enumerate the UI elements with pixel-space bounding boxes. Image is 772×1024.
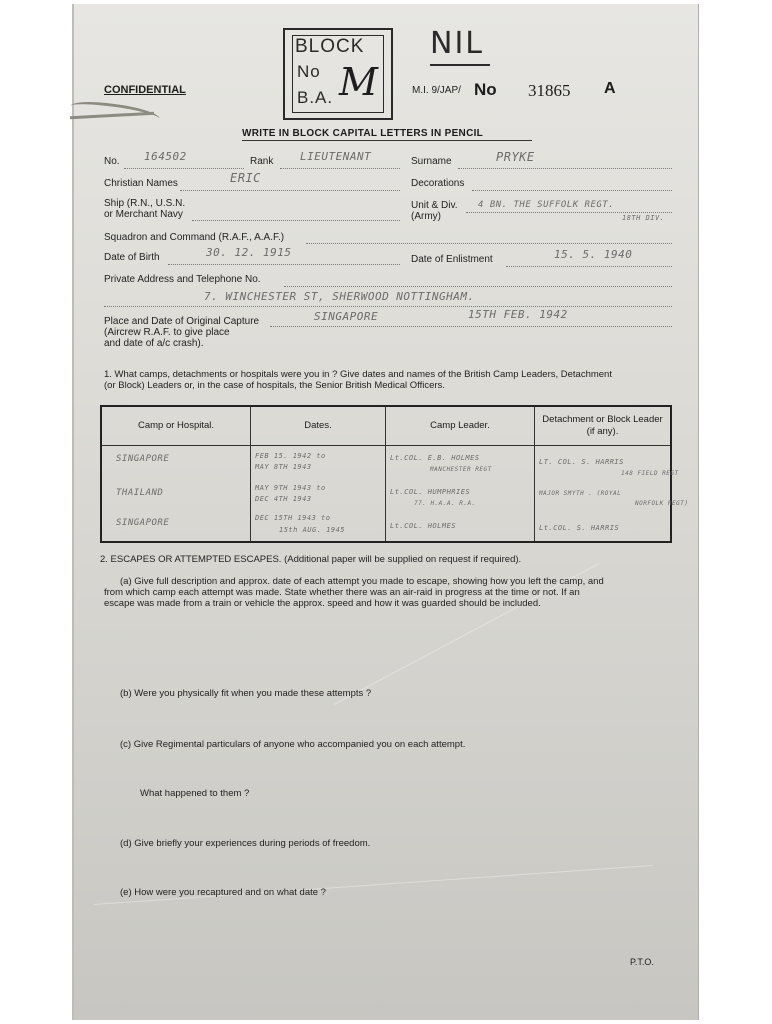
row-1-camp: SINGAPORE <box>116 454 170 464</box>
row-3-dates-from: DEC 15TH 1943 to <box>255 514 331 522</box>
table-header-camp-leader: Camp Leader. <box>386 406 535 446</box>
row-3-camp-leader: Lt.COL. HOLMES <box>390 522 457 530</box>
please-turn-over: P.T.O. <box>630 957 654 967</box>
unit-label-line-2: (Army) <box>411 211 441 222</box>
stamp-line-3: B.A. <box>297 88 334 107</box>
question-2a-line-2: from which camp each attempt was made. State whether there was an air-raid in progress at the time or not. If an <box>104 587 580 598</box>
christian-names-line <box>180 190 400 191</box>
document-number: 31865 <box>528 81 571 100</box>
question-2-title: 2. ESCAPES OR ATTEMPTED ESCAPES. (Additional paper will be supplied on request if required). <box>100 554 522 565</box>
ship-label-line-2: or Merchant Navy <box>104 209 183 220</box>
nil-underline <box>430 64 490 66</box>
table-header-camp: Camp or Hospital. <box>101 406 251 446</box>
no-field-value: 164502 <box>144 150 187 163</box>
question-1-line-1: 1. What camps, detachments or hospitals were you in ? Give dates and names of the British Camp Leaders, Detachment <box>104 369 612 380</box>
row-3-dates-to: 15th AUG. 1945 <box>279 526 346 534</box>
date-of-birth-line <box>168 264 400 265</box>
row-1-camp-leader-unit: MANCHESTER REGT <box>430 466 492 473</box>
no-field-line <box>124 168 244 169</box>
instruction-heading: WRITE IN BLOCK CAPITAL LETTERS IN PENCIL <box>242 128 484 139</box>
capture-label-line-1: Place and Date of Original Capture <box>104 316 260 327</box>
mi-reference: M.I. 9/JAP/ <box>412 85 461 96</box>
question-2c-follow-up: What happened to them ? <box>140 788 250 799</box>
unit-label-line-1: Unit & Div. <box>411 200 458 211</box>
capture-label-line-3: and date of a/c crash). <box>104 338 204 349</box>
block-stamp <box>283 28 393 120</box>
squadron-line <box>306 243 672 244</box>
surname-field-value: PRYKE <box>496 150 535 164</box>
question-2b: (b) Were you physically fit when you made these attempts ? <box>120 688 372 699</box>
question-2e: (e) How were you recaptured and on what date ? <box>120 887 326 898</box>
row-1-detachment-leader-unit: 148 FIELD REGT <box>621 470 679 477</box>
surname-field-label: Surname <box>411 156 452 167</box>
capture-place-value: SINGAPORE <box>314 310 379 323</box>
date-of-enlistment-value: 15. 5. 1940 <box>554 248 633 261</box>
date-of-birth-label: Date of Birth <box>104 252 160 263</box>
row-2-camp: THAILAND <box>116 488 164 498</box>
row-1-camp-leader: Lt.COL. E.B. HOLMES <box>390 454 480 462</box>
table-cell-camp-leaders <box>386 446 535 543</box>
ship-label-line-1: Ship (R.N., U.S.N. <box>104 198 186 209</box>
christian-names-label: Christian Names <box>104 178 178 189</box>
row-2-detachment-leader-unit: NORFOLK REGT) <box>635 500 689 507</box>
decorations-label: Decorations <box>411 178 465 189</box>
capture-date-value: 15TH FEB. 1942 <box>468 308 568 321</box>
question-2d: (d) Give briefly your experiences during periods of freedom. <box>120 838 371 849</box>
row-2-detachment-leader: MAJOR SMYTH . (ROYAL <box>539 490 622 497</box>
rank-field-label: Rank <box>250 156 274 167</box>
decorations-line <box>472 190 672 191</box>
row-2-dates-to: DEC 4TH 1943 <box>255 495 312 503</box>
table-cell-camps <box>101 446 251 543</box>
unit-field-line <box>466 212 672 213</box>
row-2-camp-leader: Lt.COL. HUMPHRIES <box>390 488 471 496</box>
unit-field-value-division: 18TH DIV. <box>622 214 665 222</box>
address-label: Private Address and Telephone No. <box>104 274 261 285</box>
date-of-enlistment-label: Date of Enlistment <box>411 254 493 265</box>
question-2a-line-1: (a) Give full description and approx. date of each attempt you made to escape, showing how you left the camp, and <box>120 576 604 587</box>
nil-annotation: NIL <box>430 26 485 61</box>
table-cell-detachment-leaders <box>535 446 689 543</box>
rank-field-line <box>280 168 400 169</box>
row-1-detachment-leader: LT. COL. S. HARRIS <box>539 458 624 466</box>
question-2a-line-3: escape was made from a train or vehicle the approx. speed and how it was guarded should be included. <box>104 598 541 609</box>
squadron-label: Squadron and Command (R.A.F., A.A.F.) <box>104 232 285 243</box>
table-body-row <box>101 446 671 543</box>
instruction-underline <box>242 140 532 141</box>
address-line-2 <box>104 306 672 307</box>
question-2c: (c) Give Regimental particulars of anyone who accompanied you on each attempt. <box>120 739 466 750</box>
number-label: No <box>474 80 497 99</box>
row-2-dates-from: MAY 9TH 1943 to <box>255 484 326 492</box>
date-of-enlistment-line <box>506 266 672 267</box>
table-header-dates: Dates. <box>251 406 386 446</box>
no-field-label: No. <box>104 156 120 167</box>
ship-field-line <box>192 220 400 221</box>
christian-names-value: ERIC <box>230 171 261 185</box>
address-value: 7. WINCHESTER ST, SHERWOOD NOTTINGHAM. <box>204 290 475 303</box>
row-3-camp: SINGAPORE <box>116 518 170 528</box>
date-of-birth-value: 30. 12. 1915 <box>206 246 292 259</box>
paper-crease <box>94 865 653 905</box>
rank-field-value: LIEUTENANT <box>300 150 372 163</box>
table-header-row <box>101 406 671 446</box>
table-cell-dates <box>251 446 386 543</box>
document-suffix: A <box>604 80 616 97</box>
table-header-detachment-leader: Detachment or Block Leader (if any). <box>535 406 672 446</box>
question-1-line-2: (or Block) Leaders or, in the case of hospitals, the Senior British Medical Officers. <box>104 380 445 391</box>
confidential-label: CONFIDENTIAL <box>104 84 186 96</box>
row-1-dates-to: MAY 8TH 1943 <box>255 463 312 471</box>
camps-table <box>100 405 689 543</box>
surname-field-line <box>458 168 672 169</box>
stamp-line-1: BLOCK <box>295 36 365 57</box>
form-page <box>72 4 698 1020</box>
unit-field-value: 4 BN. THE SUFFOLK REGT. <box>478 200 615 210</box>
capture-label-line-2: (Aircrew R.A.F. to give place <box>104 327 230 338</box>
row-2-camp-leader-unit: 77. H.A.A. R.A. <box>414 500 476 507</box>
capture-field-line <box>270 326 672 327</box>
address-line-1 <box>284 286 672 287</box>
stamp-handwritten-mark: M <box>339 60 379 104</box>
stamp-line-2: No <box>297 62 321 81</box>
row-1-dates-from: FEB 15. 1942 to <box>255 452 326 460</box>
row-3-detachment-leader: Lt.COL. S. HARRIS <box>539 524 620 532</box>
